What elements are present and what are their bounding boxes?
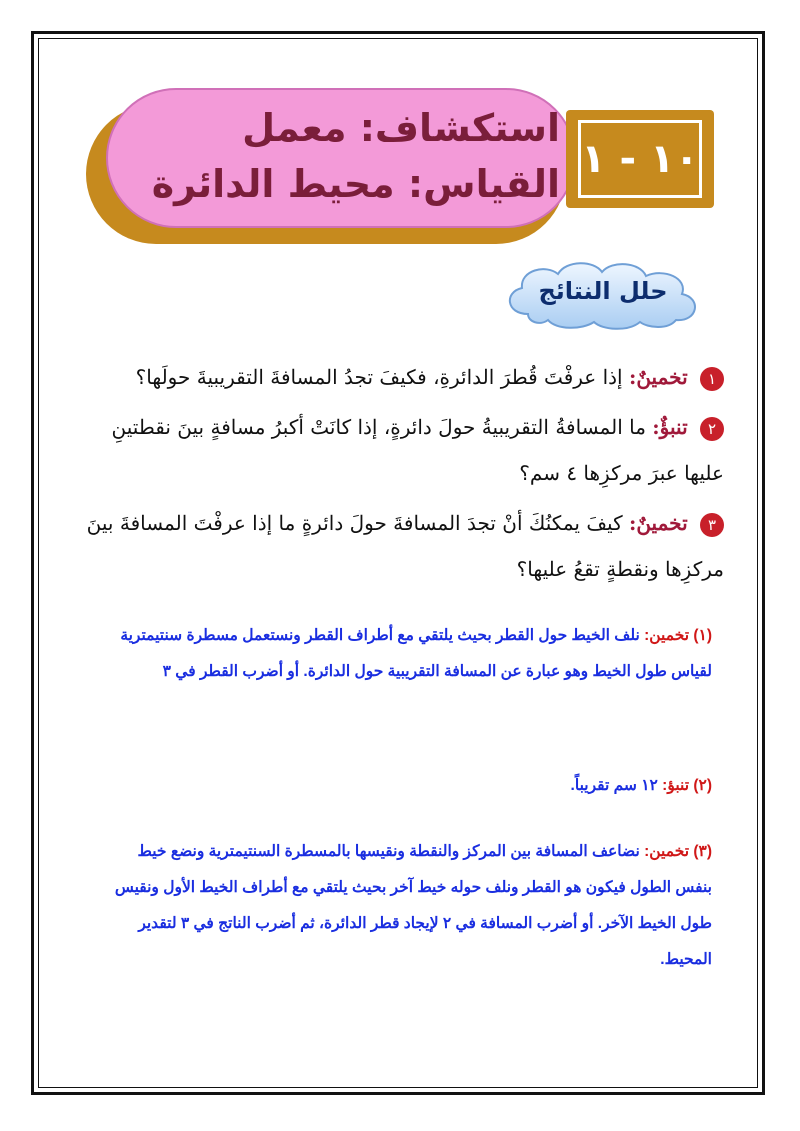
answer-number: (٢) [693,777,712,794]
answer-number: (٣) [693,843,712,860]
lesson-title [130,100,560,216]
question-text: كيفَ يمكنُكَ أنْ تجدَ المسافةَ حولَ دائرةٍ ما إذا عرفْتَ المسافةَ بينَ مركزِها ونقطةٍ تقعُ عليها؟ [86,511,724,581]
answer-2 [112,768,712,804]
answer-1 [112,618,712,690]
question-2 [84,404,724,496]
question-label: تخمينٌ: [628,365,688,389]
answer-text: نلف الخيط حول القطر بحيث يلتقي مع أطراف القطر ونستعمل مسطرة سنتيمترية لقياس طول الخيط وهو عبارة عن المسافة التقريبية حول الدائرة. أو أضرب القطر في ٣ [120,627,712,680]
question-number-badge: ٢ [700,417,724,441]
answer-label: تخمين: [644,627,690,644]
question-label: تنبؤٌ: [652,415,688,439]
answer-text: نضاعف المسافة بين المركز والنقطة ونقيسها بالمسطرة السنتيمترية ونضع خيط بنفس الطول فيكون هو القطر ونلف حوله خيط آخر بحيث يلتقي مع أطراف الخيط الأول ونقيس طول الخيط الآخر. أو أضرب المسافة في ٢ لإيجاد قطر الدائرة، ثم أضرب الناتج في ٣ لتقدير المحيط. [114,843,712,968]
answer-label: تخمين: [644,843,690,860]
question-1 [84,354,724,400]
answer-text: ١٢ سم تقريباً. [570,777,658,794]
lesson-number: ١٠ - ١ [578,120,702,198]
question-label: تخمينٌ: [628,511,688,535]
answer-3 [112,834,712,978]
section-heading: حلل النتائج [538,277,668,305]
question-text: ما المسافةُ التقريبيةُ حولَ دائرةٍ، إذا كانَتْ أكبرُ مسافةٍ بينَ نقطتينِ عليها عبرَ مركزِها ٤ سم؟ [111,415,724,485]
question-3 [84,500,724,592]
lesson-title-line1: استكشاف: معمل [242,106,560,150]
answer-number: (١) [693,627,712,644]
question-number-badge: ١ [700,367,724,391]
answer-label: تنبؤ: [662,777,690,794]
question-number-badge: ٣ [700,513,724,537]
question-text: إذا عرفْتَ قُطرَ الدائرةِ، فكيفَ تجدُ المسافةَ التقريبيةَ حولَها؟ [135,365,623,389]
lesson-title-line2: القياس: محيط الدائرة [151,162,560,206]
